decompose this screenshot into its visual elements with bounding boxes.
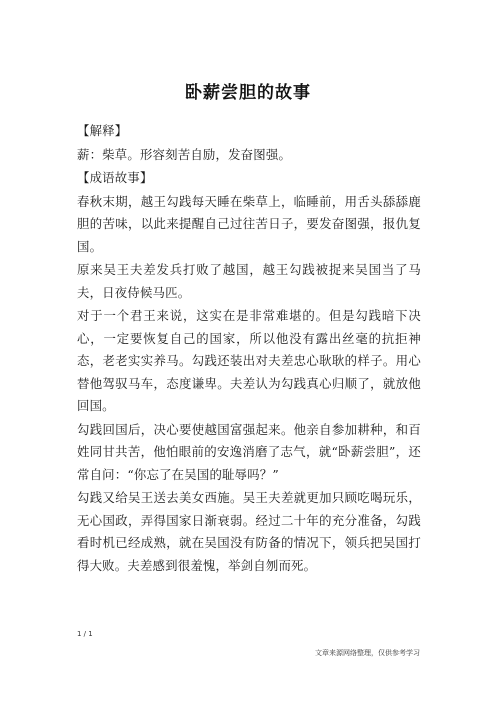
- page-number: 1 / 1: [77, 630, 93, 638]
- story-paragraph-2: 原来吴王夫差发兵打败了越国，越王勾践被捉来吴国当了马夫，日夜侍候马匹。: [77, 262, 421, 300]
- story-paragraph-4: 勾践回国后，决心要使越国富强起来。他亲自参加耕种，和百姓同甘共苦，他怕眼前的安逸消磨了志气，就“卧薪尝胆”，还常自问：“你忘了在吴国的耻辱吗？”: [77, 421, 421, 482]
- document-title: 卧薪尝胆的故事: [185, 83, 311, 103]
- footer-note: 文章来源网络整理，仅供参考学习: [315, 649, 420, 657]
- story-paragraph-1: 春秋末期，越王勾践每天睡在柴草上，临睡前，用舌头舔舔鹿胆的苦味，以此来提醒自己过往苦日子，要发奋图强，报仇复国。: [77, 193, 421, 254]
- section-heading-story: 【成语故事】: [77, 170, 153, 185]
- document-body: [77, 120, 421, 577]
- section-heading-explanation: 【解释】: [77, 123, 128, 138]
- story-paragraph-3: 对于一个君王来说，这实在是非常难堪的。但是勾践暗下决心，一定要恢复自己的国家，所以他没有露出丝毫的抗拒神态，老老实实养马。勾践还装出对夫差忠心耿耿的样子。用心替他驾驭马车，态度谦卑。夫差认为勾践真心归顺了，就放他回国。: [77, 308, 421, 413]
- explanation-text: 薪：柴草。形容刻苦自励，发奋图强。: [77, 146, 292, 162]
- story-paragraph-5: 勾践又给吴王送去美女西施。吴王夫差就更加只顾吃喝玩乐，无心国政，弄得国家日渐衰弱。经过二十年的充分准备，勾践看时机已经成熟，就在吴国没有防备的情况下，领兵把吴国打得大败。夫差感到很羞愧，举剑自刎而死。: [77, 490, 421, 573]
